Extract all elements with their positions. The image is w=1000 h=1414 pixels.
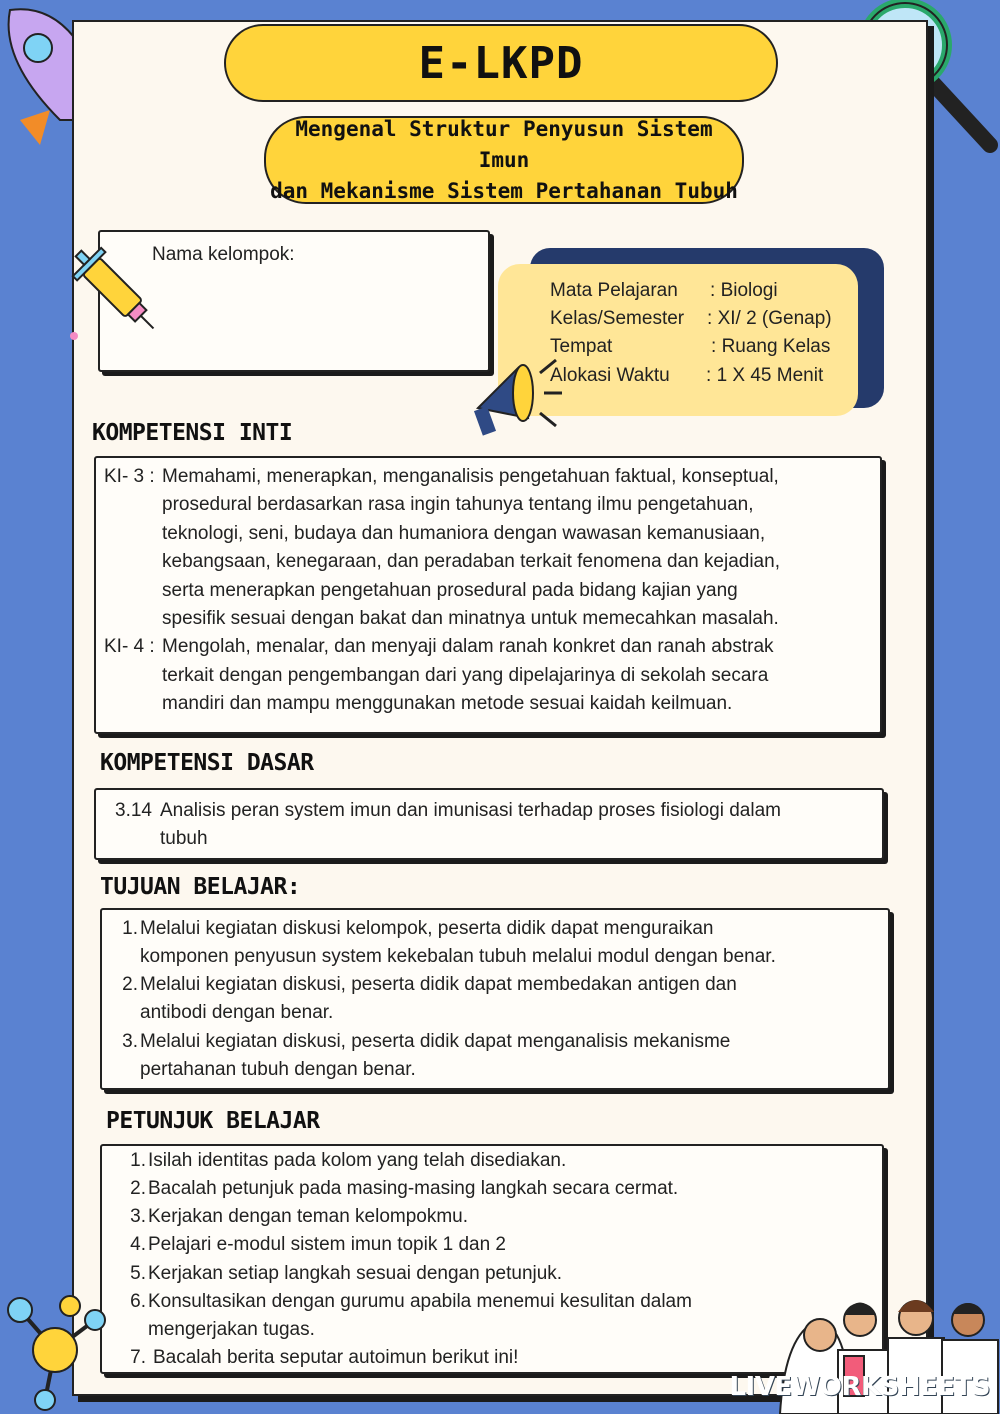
info-row-subject: [550, 280, 778, 302]
petunjuk-line: mengerjakan tugas.: [148, 1319, 315, 1340]
petunjuk-line: Bacalah berita seputar autoimun berikut ini!: [153, 1347, 519, 1368]
petunjuk-line: Konsultasikan dengan gurumu apabila menemui kesulitan dalam: [148, 1291, 692, 1312]
petunjuk-num: 5.: [130, 1263, 146, 1284]
kompetensi-dasar-heading: KOMPETENSI DASAR: [100, 750, 314, 776]
tujuan-heading: TUJUAN BELAJAR:: [100, 874, 301, 900]
info-row-place: [550, 336, 830, 358]
petunjuk-num: 1.: [130, 1150, 146, 1171]
tujuan-line: antibodi dengan benar.: [140, 1002, 334, 1023]
petunjuk-num: 6.: [130, 1291, 146, 1312]
ki3-line: serta menerapkan pengetahuan prosedural pada bidang kajian yang: [162, 580, 738, 601]
ki4-line: terkait dengan pengembangan dari yang dipelajarinya di sekolah secara: [162, 665, 769, 686]
info-row-time: [550, 365, 823, 387]
kompetensi-inti-heading: KOMPETENSI INTI: [92, 420, 293, 446]
petunjuk-line: Kerjakan setiap langkah sesuai dengan petunjuk.: [148, 1263, 563, 1284]
page-subtitle: [264, 116, 744, 204]
ki3-line: prosedural berdasarkan rasa ingin tahunya tentang ilmu pengetahuan,: [162, 494, 754, 515]
kd-number: 3.14: [115, 800, 152, 821]
ki4-line: mandiri dan mampu menggunakan metode sesuai kaidah keilmuan.: [162, 693, 733, 714]
info-value-time: 1 X 45 Menit: [716, 365, 824, 386]
info-value-class: XI/ 2 (Genap): [717, 308, 832, 329]
tujuan-line: komponen penyusun system kekebalan tubuh melalui modul dengan benar.: [140, 946, 776, 967]
ki3-line: spesifik sesuai dengan bakat dan minatnya untuk memecahkan masalah.: [162, 608, 779, 629]
info-label-subject: Mata Pelajaran: [550, 280, 678, 301]
info-sep-class: :: [707, 308, 713, 329]
ki3-label: KI- 3 :: [104, 466, 155, 487]
info-label-place: Tempat: [550, 336, 613, 357]
molecule-icon: [0, 1290, 110, 1414]
info-label-time: Alokasi Waktu: [550, 365, 670, 386]
kd-line: Analisis peran system imun dan imunisasi terhadap proses fisiologi dalam: [160, 800, 781, 821]
subtitle-line-2: dan Mekanisme Sistem Pertahanan Tubuh: [270, 178, 738, 203]
petunjuk-num: 4.: [130, 1234, 146, 1255]
info-row-class: [550, 308, 832, 330]
petunjuk-line: Pelajari e-modul sistem imun topik 1 dan 2: [148, 1234, 507, 1255]
ki4-label: KI- 4 :: [104, 636, 155, 657]
tujuan-num: 2.: [122, 974, 138, 995]
petunjuk-line: Bacalah petunjuk pada masing-masing langkah secara cermat.: [148, 1178, 679, 1199]
tujuan-line: pertahanan tubuh dengan benar.: [140, 1059, 416, 1080]
subtitle-line-1: Mengenal Struktur Penyusun Sistem Imun: [295, 116, 713, 172]
tujuan-num: 1.: [122, 918, 138, 939]
info-sep-place: :: [711, 336, 717, 357]
petunjuk-num: 7.: [130, 1347, 146, 1368]
petunjuk-num: 2.: [130, 1178, 146, 1199]
syringe-icon: [66, 236, 166, 346]
info-value-subject: Biologi: [720, 280, 778, 301]
petunjuk-line: Kerjakan dengan teman kelompokmu.: [148, 1206, 469, 1227]
info-label-class: Kelas/Semester: [550, 308, 685, 329]
page-title: E-LKPD: [224, 24, 778, 102]
petunjuk-line: Isilah identitas pada kolom yang telah disediakan.: [148, 1150, 567, 1171]
petunjuk-num: 3.: [130, 1206, 146, 1227]
tujuan-line: Melalui kegiatan diskusi, peserta didik dapat menganalisis mekanisme: [140, 1031, 731, 1052]
info-sep-subject: :: [710, 280, 716, 301]
info-sep-time: :: [706, 365, 712, 386]
tujuan-num: 3.: [122, 1031, 138, 1052]
tujuan-line: Melalui kegiatan diskusi, peserta didik dapat membedakan antigen dan: [140, 974, 737, 995]
ki3-line: Memahami, menerapkan, menganalisis pengetahuan faktual, konseptual,: [162, 466, 779, 487]
ki3-line: kebangsaan, kenegaraan, dan peradaban terkait fenomena dan kejadian,: [162, 551, 780, 572]
kd-line: tubuh: [160, 828, 208, 849]
group-name-label: Nama kelompok:: [152, 244, 295, 265]
ki3-line: teknologi, seni, budaya dan humaniora dengan wawasan kemanusiaan,: [162, 523, 766, 544]
info-value-place: Ruang Kelas: [721, 336, 831, 357]
tujuan-line: Melalui kegiatan diskusi kelompok, peserta didik dapat menguraikan: [140, 918, 714, 939]
watermark-logo: LIVEWORKSHEETS: [729, 1372, 990, 1402]
ki4-line: Mengolah, menalar, dan menyaji dalam ranah konkret dan ranah abstrak: [162, 636, 774, 657]
petunjuk-heading: PETUNJUK BELAJAR: [106, 1108, 320, 1134]
